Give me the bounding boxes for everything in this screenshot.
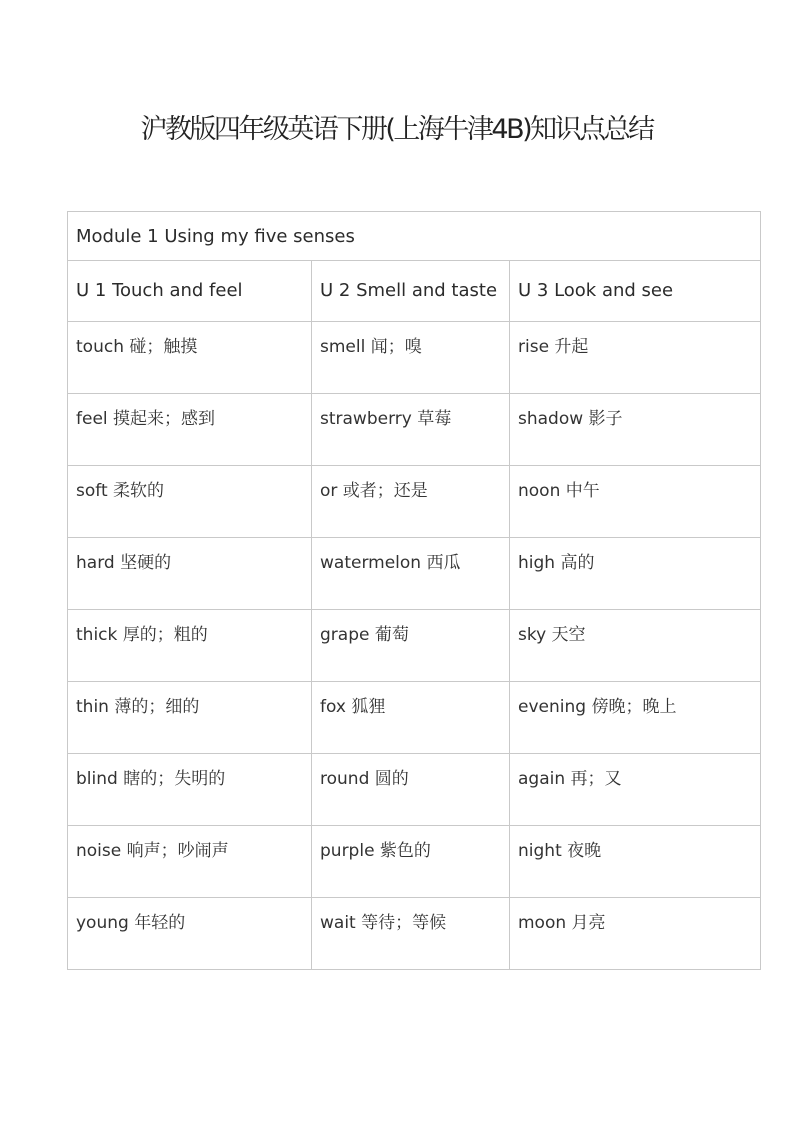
table-cell: moon 月亮: [510, 898, 761, 970]
table-cell: touch 碰；触摸: [68, 322, 312, 394]
table-cell: soft 柔软的: [68, 466, 312, 538]
table-cell: purple 紫色的: [312, 826, 510, 898]
table-cell: again 再；又: [510, 754, 761, 826]
table-row: [68, 322, 761, 394]
table-cell: night 夜晚: [510, 826, 761, 898]
table-cell: hard 坚硬的: [68, 538, 312, 610]
unit-1-header: U 1 Touch and feel: [68, 261, 312, 322]
table-row: [68, 682, 761, 754]
table-row: [68, 538, 761, 610]
table-cell: strawberry 草莓: [312, 394, 510, 466]
table-cell: shadow 影子: [510, 394, 761, 466]
table-cell: sky 天空: [510, 610, 761, 682]
table-cell: high 高的: [510, 538, 761, 610]
table-row: [68, 394, 761, 466]
table-cell: round 圆的: [312, 754, 510, 826]
table-cell: or 或者；还是: [312, 466, 510, 538]
table-cell: wait 等待；等候: [312, 898, 510, 970]
table-cell: evening 傍晚；晚上: [510, 682, 761, 754]
table-cell: young 年轻的: [68, 898, 312, 970]
table-cell: blind 瞎的；失明的: [68, 754, 312, 826]
module-heading-row: [68, 212, 761, 261]
table-cell: fox 狐狸: [312, 682, 510, 754]
unit-header-row: [68, 261, 761, 322]
table-cell: noise 响声；吵闹声: [68, 826, 312, 898]
table-cell: grape 葡萄: [312, 610, 510, 682]
unit-3-header: U 3 Look and see: [510, 261, 761, 322]
table-row: [68, 826, 761, 898]
table-cell: thick 厚的；粗的: [68, 610, 312, 682]
vocabulary-table: [67, 211, 761, 970]
table-row: [68, 898, 761, 970]
table-row: [68, 754, 761, 826]
unit-2-header: U 2 Smell and taste: [312, 261, 510, 322]
table-cell: feel 摸起来；感到: [68, 394, 312, 466]
table-cell: rise 升起: [510, 322, 761, 394]
table-cell: thin 薄的；细的: [68, 682, 312, 754]
table-cell: watermelon 西瓜: [312, 538, 510, 610]
table-cell: smell 闻；嗅: [312, 322, 510, 394]
table-row: [68, 466, 761, 538]
document-title: 沪教版四年级英语下册(上海牛津4B)知识点总结: [140, 114, 653, 145]
table-cell: noon 中午: [510, 466, 761, 538]
table-row: [68, 610, 761, 682]
module-heading: Module 1 Using my five senses: [68, 212, 761, 261]
